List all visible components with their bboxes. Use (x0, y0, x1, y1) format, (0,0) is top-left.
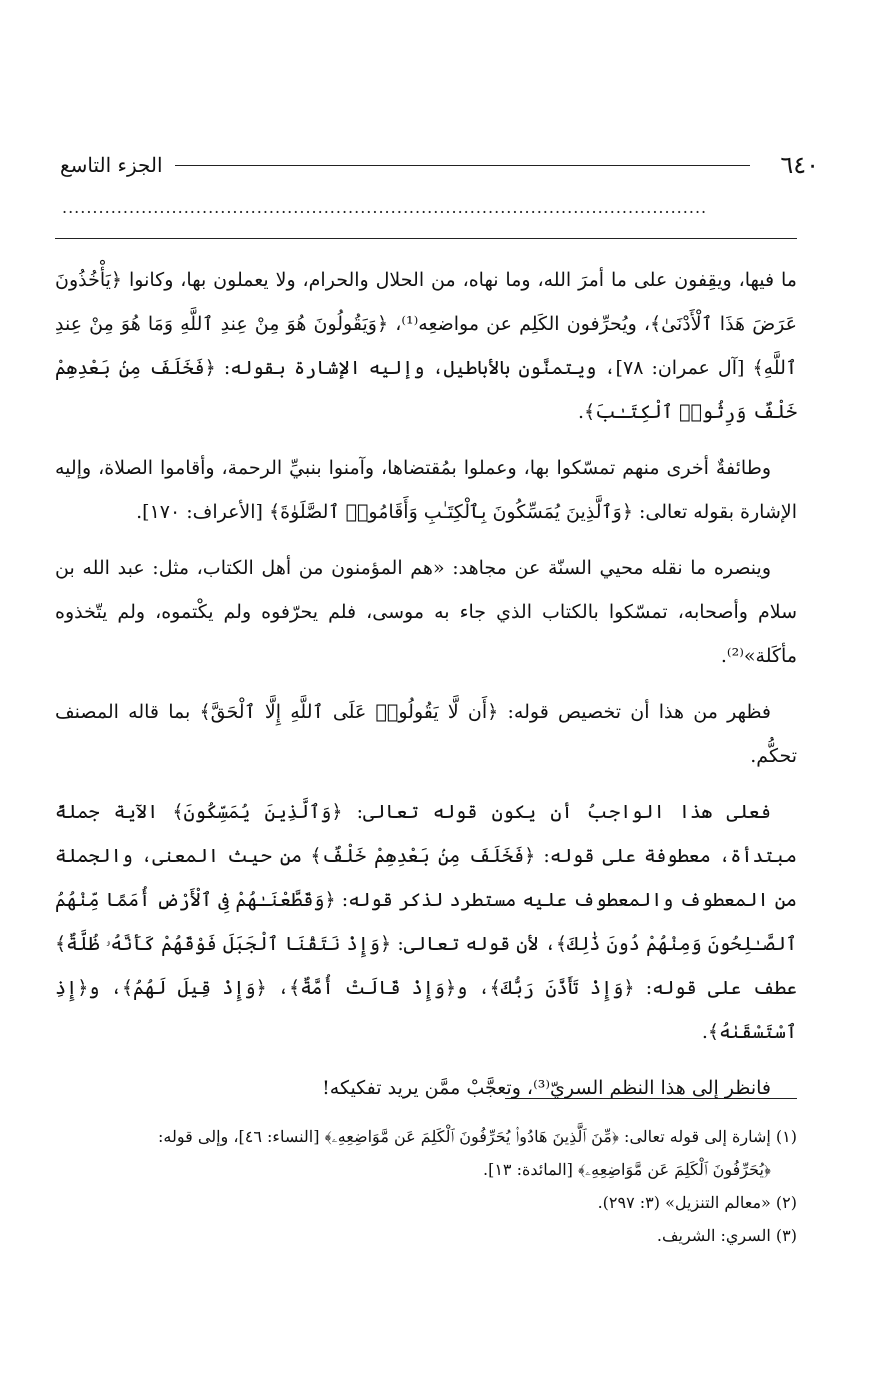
top-rule (55, 238, 797, 239)
footnote-3: (٣) السري: الشريف. (656, 1226, 797, 1245)
main-text (55, 258, 797, 1122)
paragraph-4: فظهر من هذا أن تخصيص قوله: ﴿أَن لَّا يَقُولُوا۟ عَلَى ٱللَّهِ إِلَّا ٱلْحَقَّ﴾ بما قاله المصنف تحكُّم. (55, 701, 797, 767)
footnote-1-continued: ﴿يُحَرِّفُونَ ٱلْكَلِمَ عَن مَّوَاضِعِهِۦ﴾ [المائدة: ١٣]. (483, 1160, 771, 1179)
header-rule (175, 165, 751, 166)
paragraph-3: وينصره ما نقله محيي السنّة عن مجاهد: «هم المؤمنون من أهل الكتاب، مثل: عبد الله بن سلام وأصحابه، تمسّكوا بالكتاب الذي جاء به موسى، فلم يحرّفوه ولم يكْتموه، ولم يتّخذوه مأكَلة»⁽²⁾. (55, 557, 797, 667)
footnotes (60, 1120, 797, 1252)
footnote-2: (٢) «معالم التنزيل» (٣: ٢٩٧). (597, 1193, 797, 1212)
dotted-separator: .......................................................................................................... (62, 198, 708, 217)
paragraph-5: فعلى هذا الواجبُ أن يكون قوله تعالى: ﴿وَٱلَّذِينَ يُمَسِّكُونَ﴾ الآية جملةً مبتدأة، معطوفة على قوله: ﴿فَخَلَفَ مِنۢ بَعْدِهِمْ خَلْفٌ﴾ من حيث المعنى، والجملة من المعطوف والمعطوف عليه مستطرد لذكر قوله: ﴿وَقَطَّعْنَـٰهُمْ فِى ٱلْأَرْضِ أُمَمًا مِّنْهُمُ ٱلصَّـٰلِحُونَ وَمِنْهُمْ دُونَ ذَٰلِكَ﴾، لأن قوله تعالى: ﴿وَإِذْ نَتَقْنَا ٱلْجَبَلَ فَوْقَهُمْ كَأَنَّهُۥ ظُلَّةٌ﴾ عطف على قوله: ﴿وَإِذْ تَأَذَّنَ رَبُّكَ﴾، و﴿وَإِذْ قَالَتْ أُمَّةٌ﴾، ﴿وَإِذْ قِيلَ لَهُمُ﴾، و﴿إِذِ ٱسْتَسْقَىٰهُ﴾. (55, 801, 797, 1043)
page-header (60, 148, 819, 182)
footnote-1: (١) إشارة إلى قوله تعالى: ﴿مِّنَ ٱلَّذِينَ هَادُوا۟ يُحَرِّفُونَ ٱلْكَلِمَ عَن مَّوَاضِعِهِۦ﴾ [النساء: ٤٦]، وإلى قوله: (158, 1127, 797, 1146)
page-number: ٦٤٠ (780, 151, 819, 179)
paragraph-1: ما فيها، ويقِفون على ما أمرَ الله، وما نهاه، من الحلال والحرام، ولا يعملون بها، وكانوا ﴿يَأْخُذُونَ عَرَضَ هَذَا ٱلْأَدْنَىٰ﴾، ويُحرِّفون الكَلِم عن مواضعِه⁽¹⁾، ﴿وَيَقُولُونَ هُوَ مِنْ عِندِ ٱللَّهِ وَمَا هُوَ مِنْ عِندِ ٱللَّهِ﴾ [آل عمران: ٧٨]، ويتمنَّون بالأباطيل، وإليه الإشارة بقوله: ﴿فَخَلَفَ مِنۢ بَعْدِهِمْ خَلْفٌ وَرِثُوا۟ ٱلْكِتَـٰبَ﴾. (55, 269, 797, 423)
running-title: الجزء التاسع (60, 153, 163, 177)
footnote-rule (505, 1098, 797, 1099)
paragraph-2: وطائفةٌ أخرى منهم تمسّكوا بها، وعملوا بمُقتضاها، وآمنوا بنبيِّ الرحمة، وأقاموا الصلاة، وإليه الإشارة بقوله تعالى: ﴿وَٱلَّذِينَ يُمَسِّكُونَ بِٱلْكِتَـٰبِ وَأَقَامُوا۟ ٱلصَّلَوٰةَ﴾ [الأعراف: ١٧٠]. (55, 457, 797, 523)
paragraph-6: فانظر إلى هذا النظم السريّ⁽³⁾، وتعجَّبْ ممَّن يريد تفكيكه! (322, 1077, 771, 1099)
